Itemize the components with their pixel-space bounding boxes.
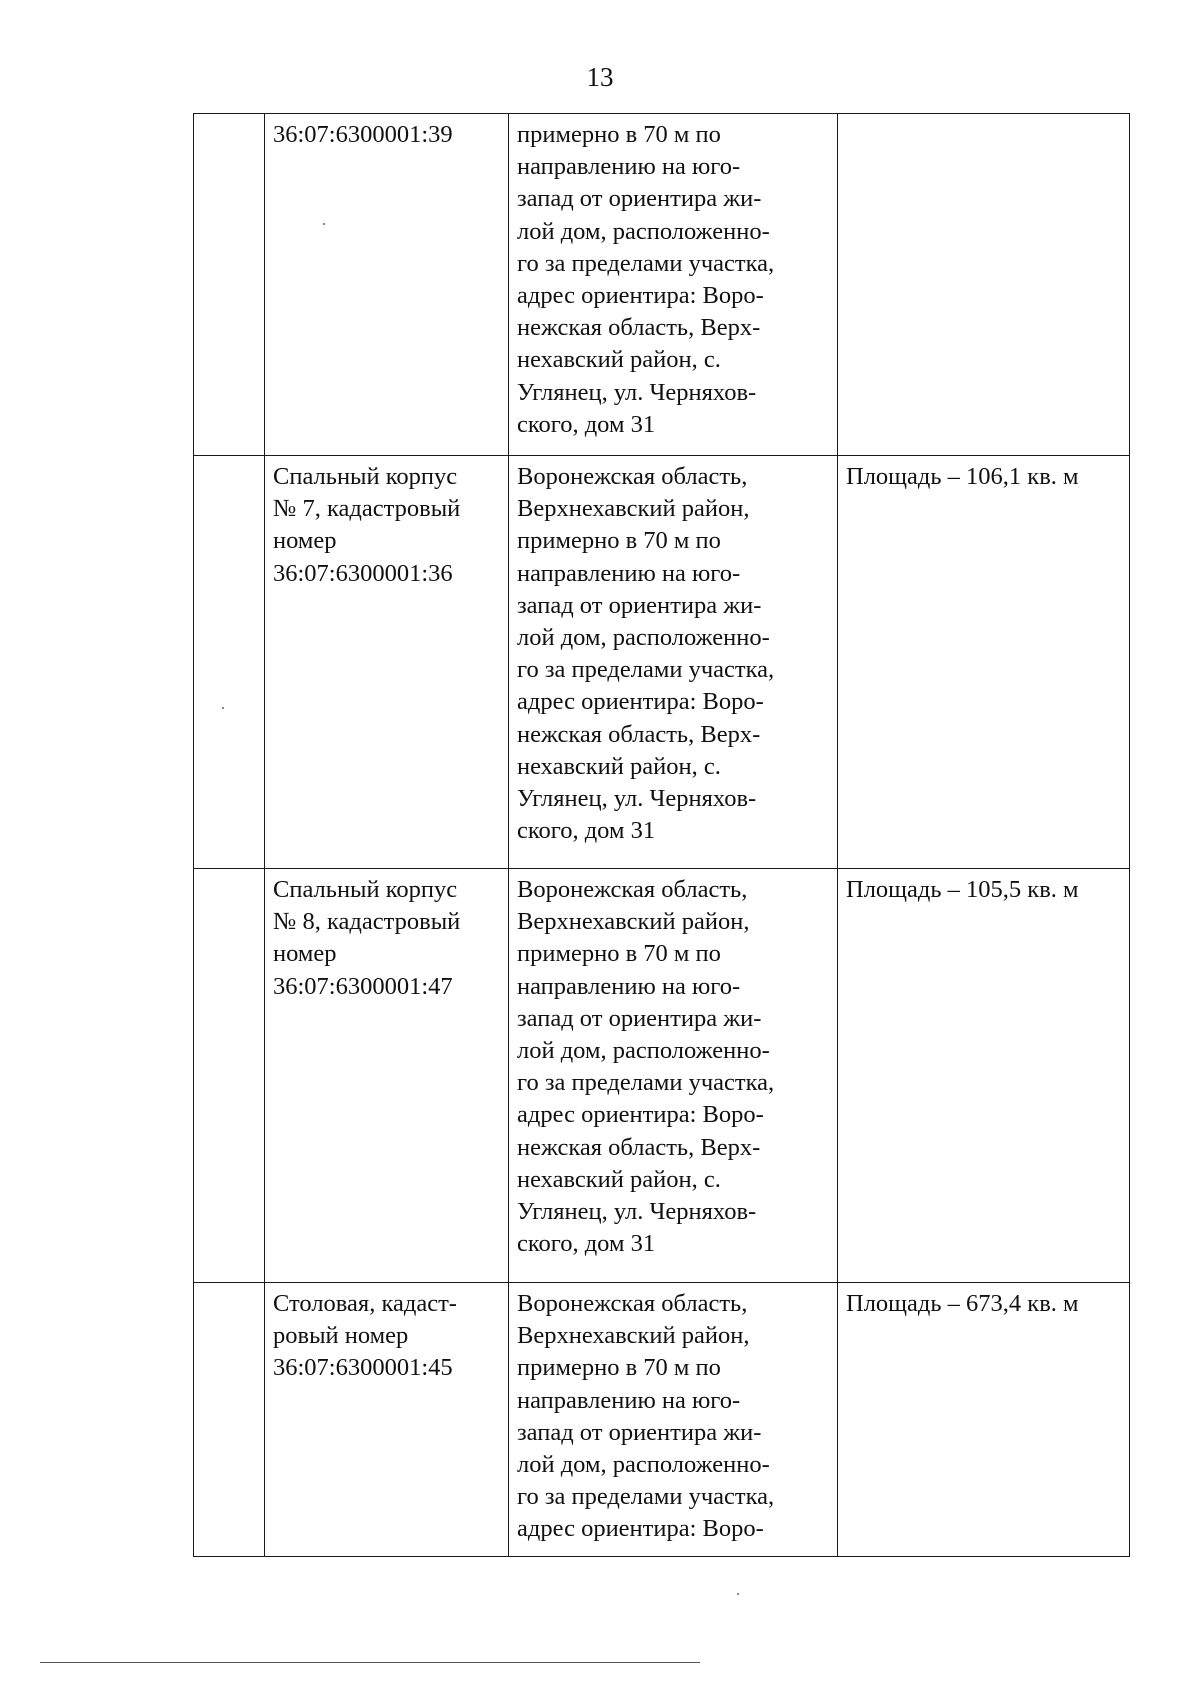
address-cell: Воронежская область, Верхнехавский район, примерно в 70 м по направлению на юго- запад от ориентира жи- лой дом, расположенно- го за пределами участка, адрес ориентира: Воро- нежская область, Верх- нехавский район, с. Углянец, ул. Черняхов- ского, дом 31 (509, 456, 838, 869)
scan-speck (323, 223, 325, 225)
area-cell (838, 114, 1130, 456)
row-number-cell (194, 114, 265, 456)
area-cell: Площадь – 673,4 кв. м (838, 1283, 1130, 1557)
row-number-cell (194, 1283, 265, 1557)
page-bottom-rule (40, 1662, 700, 1663)
page-number: 13 (586, 62, 614, 92)
scan-speck (222, 707, 224, 709)
object-name-cell: Столовая, кадаст- ровый номер 36:07:6300001:45 (265, 1283, 509, 1557)
row-number-cell (194, 869, 265, 1283)
address-cell: Воронежская область, Верхнехавский район, примерно в 70 м по направлению на юго- запад от ориентира жи- лой дом, расположенно- го за пределами участка, адрес ориентира: Воро- (509, 1283, 838, 1557)
scan-speck (737, 1593, 739, 1595)
table-row (194, 1283, 1130, 1557)
address-cell: Воронежская область, Верхнехавский район, примерно в 70 м по направлению на юго- запад от ориентира жи- лой дом, расположенно- го за пределами участка, адрес ориентира: Воро- нежская область, Верх- нехавский район, с. Углянец, ул. Черняхов- ского, дом 31 (509, 869, 838, 1283)
area-cell: Площадь – 106,1 кв. м (838, 456, 1130, 869)
property-table (193, 113, 1130, 1557)
table-row (194, 869, 1130, 1283)
object-name-cell: Спальный корпус № 7, кадастровый номер 36:07:6300001:36 (265, 456, 509, 869)
table-row (194, 456, 1130, 869)
address-cell: примерно в 70 м по направлению на юго- запад от ориентира жи- лой дом, расположенно- го за пределами участка, адрес ориентира: Воро- нежская область, Верх- нехавский район, с. Углянец, ул. Черняхов- ского, дом 31 (509, 114, 838, 456)
area-cell: Площадь – 105,5 кв. м (838, 869, 1130, 1283)
table-row (194, 114, 1130, 456)
row-number-cell (194, 456, 265, 869)
object-name-cell: 36:07:6300001:39 (265, 114, 509, 456)
object-name-cell: Спальный корпус № 8, кадастровый номер 36:07:6300001:47 (265, 869, 509, 1283)
